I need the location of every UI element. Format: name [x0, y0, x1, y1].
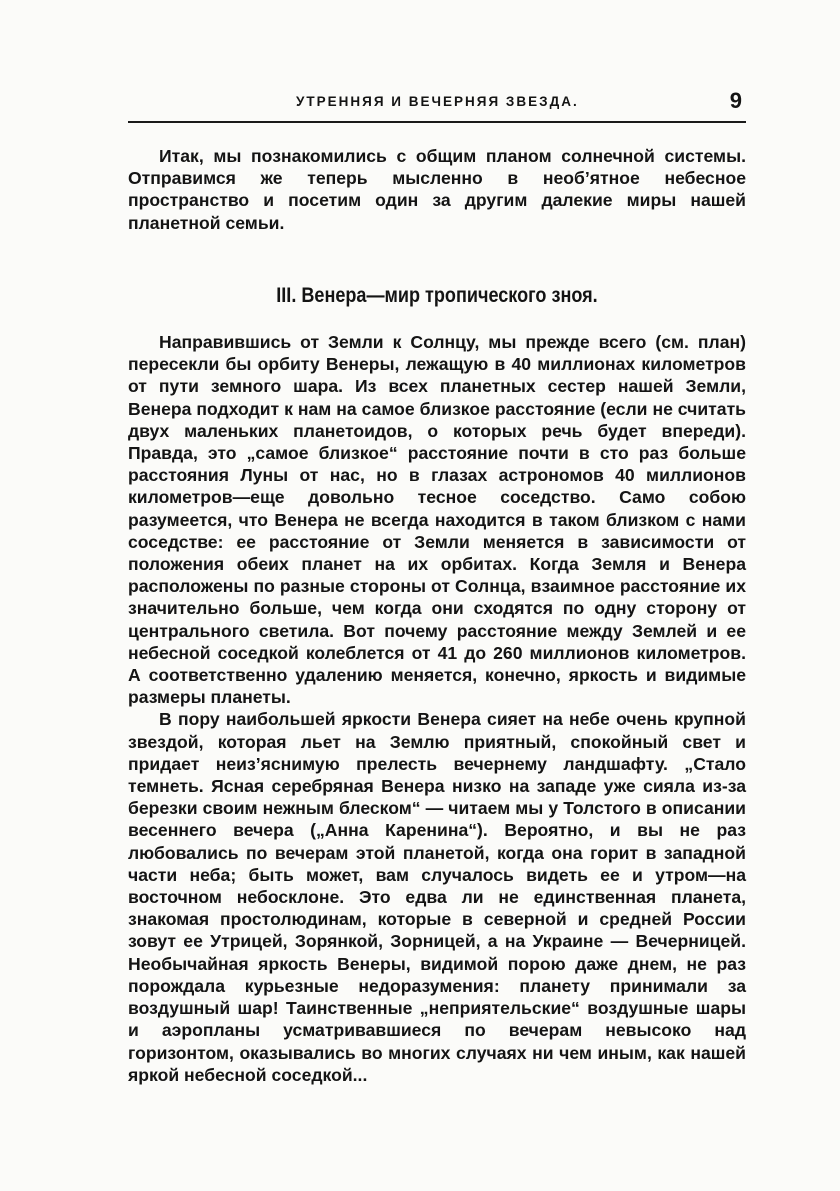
body-paragraph-1: Направившись от Земли к Солнцу, мы прежде всего (см. план) пересекли бы орбиту Венеры, лежащую в 40 миллионах километров от пути земного шара. Из всех планетных сестер нашей Земли, Венера подходит к нам на самое близкое расстояние (если не считать двух маленьких планетоидов, о которых речь будет впереди). Правда, это „самое близкое“ расстояние почти в сто раз больше расстояния Луны от нас, но в глазах астрономов 40 миллионов километров—еще довольно тесное соседство. Само собою разумеется, что Венера не всегда находится в таком близком с нами соседстве: ее расстояние от Земли меняется в зависимости от положения обеих планет на их орбитах. Когда Земля и Венера расположены по разные стороны от Солнца, взаимное расстояние их значительно больше, чем когда они сходятся по одну сторону от центрального светила. Вот почему расстояние между Землей и ее небесной соседкой колеблется от 41 до 260 миллионов километров. А соответственно удалению меняется, конечно, яркость и видимые размеры планеты. [128, 332, 746, 708]
running-title: УТРЕННЯЯ И ВЕЧЕРНЯЯ ЗВЕЗДА. [296, 94, 579, 109]
body-paragraph-2: В пору наибольшей яркости Венера сияет на небе очень крупной звездой, которая льет на Землю приятный, спокойный свет и придает неиз’яснимую прелесть вечернему ландшафту. „Стало темнеть. Ясная серебряная Венера низко на западе уже сияла из-за березки своим нежным блеском“ — читаем мы у Толстого в описании весеннего вечера („Анна Каренина“). Вероятно, и вы не раз любовались по вечерам этой планетой, когда она горит в западной части неба; быть может, вам случалось видеть ее и утром—на восточном небосклоне. Это едва ли не единственная планета, знакомая простолюдинам, которые в северной и средней России зовут ее Утрицей, Зорянкой, Зорницей, а на Украине — Вечерницей. Необычайная яркость Венеры, видимой порою даже днем, не раз порождала курьезные недоразумения: планету принимали за воздушный шар! Таинственные „неприятельские“ воздушные шары и аэропланы усматривавшиеся по вечерам невысоко над горизонтом, оказывались во многих случаях ни чем иным, как нашей яркой небесной соседкой... [128, 709, 746, 1085]
header-rule [128, 121, 746, 123]
running-head [128, 88, 746, 118]
chapter-body [128, 331, 746, 1086]
page-number: 9 [729, 88, 742, 113]
chapter-heading: III. Венера—мир тропического зноя. [276, 284, 598, 307]
intro-section [128, 145, 746, 234]
intro-paragraph: Итак, мы познакомились с общим планом солнечной системы. Отправимся же теперь мысленно в необ’ятное небесное пространство и посетим один за другим далекие миры нашей планетной семьи. [128, 146, 746, 233]
